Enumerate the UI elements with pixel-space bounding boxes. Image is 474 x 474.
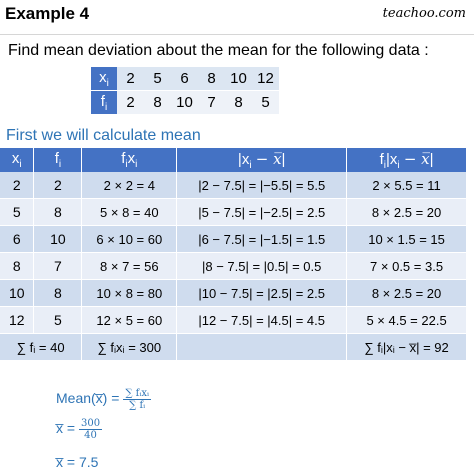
given-f-cell: 8 <box>144 91 171 115</box>
table-row <box>0 307 467 334</box>
sum-row <box>0 334 467 361</box>
cell-xi: 8 <box>0 253 34 280</box>
sum-f: ∑ fᵢ = 40 <box>0 334 82 361</box>
cell-f-abs-dev: 7 × 0.5 = 3.5 <box>347 253 467 280</box>
example-title: Example 4 <box>5 4 90 23</box>
cell-fixi: 5 × 8 = 40 <box>82 199 177 226</box>
mean-substitution-fraction <box>79 418 102 441</box>
cell-f-abs-dev: 2 × 5.5 = 11 <box>347 172 467 199</box>
cell-xi: 10 <box>0 280 34 307</box>
header-fi: $f_i$ <box>34 148 82 172</box>
cell-fixi: 2 × 2 = 4 <box>82 172 177 199</box>
cell-f-abs-dev: 8 × 2.5 = 20 <box>347 199 467 226</box>
given-x-cell: 6 <box>171 67 198 91</box>
brand-logo-text: teachoo.com <box>382 6 466 21</box>
cell-fi: 10 <box>34 226 82 253</box>
sum-fx: ∑ fᵢxᵢ = 300 <box>82 334 177 361</box>
cell-fi: 5 <box>34 307 82 334</box>
title-bar <box>0 0 474 35</box>
header-f-abs-dev: $f_i|x_i$ − x̅| <box>347 148 467 172</box>
sum-empty <box>177 334 347 361</box>
cell-f-abs-dev: 8 × 2.5 = 20 <box>347 280 467 307</box>
cell-f-abs-dev: 10 × 1.5 = 15 <box>347 226 467 253</box>
given-x-cell: 8 <box>198 67 225 91</box>
mean-substitution-denominator: 40 <box>84 430 97 441</box>
given-x-cell: 12 <box>252 67 279 91</box>
cell-xi: 2 <box>0 172 34 199</box>
given-f-cell: 5 <box>252 91 279 115</box>
given-x-cell: 2 <box>117 67 144 91</box>
table-row <box>0 253 467 280</box>
given-f-label: $f_i$ <box>91 91 117 115</box>
given-f-cell: 8 <box>225 91 252 115</box>
mean-substitution-numerator: 300 <box>80 418 101 429</box>
cell-fi: 8 <box>34 280 82 307</box>
cell-fixi: 12 × 5 = 60 <box>82 307 177 334</box>
mean-formula <box>56 388 151 411</box>
mean-formula-denominator: ∑ fᵢ <box>129 400 146 411</box>
cell-fixi: 6 × 10 = 60 <box>82 226 177 253</box>
given-f-cell: 7 <box>198 91 225 115</box>
table-header-row <box>0 148 467 172</box>
mean-substitution-label: x̅ = <box>56 420 76 437</box>
given-x-row <box>91 67 279 91</box>
given-f-cell: 10 <box>171 91 198 115</box>
mean-result: x̅ = 7.5 <box>56 454 99 470</box>
cell-fi: 7 <box>34 253 82 280</box>
header-abs-dev: $|x_i$ − x̅| <box>177 148 347 172</box>
mean-formula-label: Mean(x̅) = <box>56 390 120 407</box>
cell-fixi: 10 × 8 = 80 <box>82 280 177 307</box>
table-row <box>0 172 467 199</box>
mean-formula-numerator: ∑ fᵢxᵢ <box>125 388 149 399</box>
cell-xi: 5 <box>0 199 34 226</box>
header-xi: $x_i$ <box>0 148 34 172</box>
mean-substitution <box>56 418 102 441</box>
cell-f-abs-dev: 5 × 4.5 = 22.5 <box>347 307 467 334</box>
cell-abs-dev: |2 − 7.5| = |−5.5| = 5.5 <box>177 172 347 199</box>
sum-dev: ∑ fᵢ|xᵢ − x̅| = 92 <box>347 334 467 361</box>
given-x-cell: 10 <box>225 67 252 91</box>
calc-note: First we will calculate mean <box>6 127 201 144</box>
question-text: Find mean deviation about the mean for the following data : <box>8 42 429 59</box>
mean-deviation-table <box>0 148 467 361</box>
cell-xi: 12 <box>0 307 34 334</box>
cell-abs-dev: |12 − 7.5| = |4.5| = 4.5 <box>177 307 347 334</box>
given-x-cell: 5 <box>144 67 171 91</box>
mean-formula-fraction <box>123 388 151 411</box>
table-row <box>0 226 467 253</box>
table-row <box>0 280 467 307</box>
cell-fi: 8 <box>34 199 82 226</box>
cell-xi: 6 <box>0 226 34 253</box>
given-x-label: $x_i$ <box>91 67 117 91</box>
given-f-row <box>91 91 279 115</box>
table-row <box>0 199 467 226</box>
cell-fi: 2 <box>34 172 82 199</box>
cell-abs-dev: |8 − 7.5| = |0.5| = 0.5 <box>177 253 347 280</box>
cell-abs-dev: |10 − 7.5| = |2.5| = 2.5 <box>177 280 347 307</box>
given-f-cell: 2 <box>117 91 144 115</box>
header-fixi: $f_ix_i$ <box>82 148 177 172</box>
cell-fixi: 8 × 7 = 56 <box>82 253 177 280</box>
cell-abs-dev: |5 − 7.5| = |−2.5| = 2.5 <box>177 199 347 226</box>
given-data-table <box>91 67 279 115</box>
cell-abs-dev: |6 − 7.5| = |−1.5| = 1.5 <box>177 226 347 253</box>
